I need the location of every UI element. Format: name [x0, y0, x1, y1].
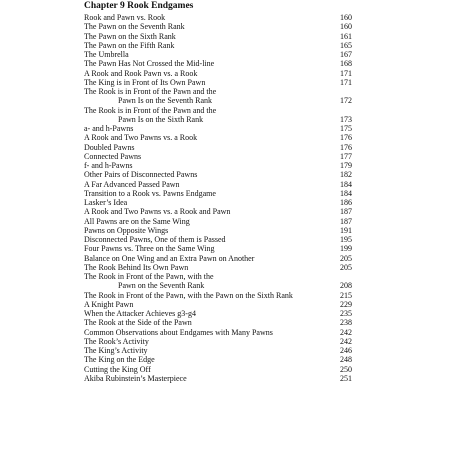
toc-entry-title: The Pawn Has Not Crossed the Mid-line [84, 59, 215, 69]
toc-entry [0, 180, 452, 189]
toc-entry-title: Common Observations about Endgames with Many Pawns [84, 327, 273, 337]
toc-entry-page-number: 160 [340, 22, 352, 32]
toc-entry-page-number: 161 [340, 31, 352, 41]
toc-entry [0, 152, 452, 161]
toc-entry-title: The Pawn on the Fifth Rank [84, 40, 175, 50]
toc-entry [0, 365, 452, 374]
toc-entry-title: Doubled Pawns [84, 142, 135, 152]
toc-entry-page-number: 246 [340, 346, 352, 355]
toc-entry-title: Pawn Is on the Sixth Rank [118, 114, 204, 124]
toc-entry-title: A Rook and Two Pawns vs. a Rook and Pawn [84, 207, 231, 217]
toc-entry [0, 254, 452, 263]
toc-entry [0, 226, 452, 235]
toc-entry [0, 59, 452, 68]
toc-entry-page-number: 173 [340, 114, 352, 124]
toc-entry-title: a- and h-Pawns [84, 124, 134, 133]
toc-entry-title: The Umbrella [84, 50, 129, 59]
toc-entry-page-number: 229 [340, 299, 352, 309]
toc-entry-title: Cutting the King Off [84, 364, 151, 374]
toc-entry-title: The Rook is in Front of the Pawn and the [84, 105, 217, 115]
toc-entry-page-number: 175 [340, 124, 352, 133]
chapter-title: Chapter 9 Rook Endgames [84, 1, 194, 11]
toc-entry-page-number: 179 [340, 161, 352, 170]
toc-entry [0, 87, 452, 96]
toc-entry [0, 244, 452, 253]
toc-entry-page-number: 215 [340, 290, 352, 300]
toc-entry-page-number: 165 [340, 40, 352, 50]
toc-entry [0, 217, 452, 226]
toc-entry [0, 300, 452, 309]
toc-entry-title: When the Attacker Achieves g3-g4 [84, 309, 196, 318]
toc-entry-page-number: 186 [340, 198, 352, 207]
toc-entry-page-number: 191 [340, 225, 352, 235]
toc-entry-page-number: 184 [340, 179, 352, 189]
toc-list [0, 13, 452, 383]
toc-entry [0, 124, 452, 133]
toc-entry-title: Disconnected Pawns, One of them is Passed [84, 235, 226, 244]
toc-entry [0, 346, 452, 355]
toc-entry [0, 143, 452, 152]
toc-entry [0, 272, 452, 281]
toc-entry-page-number: 187 [340, 207, 352, 217]
toc-entry-title: Pawns on Opposite Wings [84, 225, 169, 235]
toc-entry-page-number: 251 [340, 373, 352, 383]
toc-entry [0, 50, 452, 59]
toc-entry-title: Pawn on the Seventh Rank [118, 281, 205, 291]
toc-entry-page-number: 238 [340, 318, 352, 328]
toc-entry-title: A Rook and Two Pawns vs. a Rook [84, 133, 198, 143]
toc-entry [0, 13, 452, 22]
toc-entry [0, 374, 452, 383]
toc-entry-title: All Pawns are on the Same Wing [84, 216, 190, 226]
toc-entry [0, 355, 452, 364]
toc-entry-page-number: 205 [340, 262, 352, 272]
toc-entry-title: Connected Pawns [84, 151, 142, 161]
toc-entry-title: The King’s Activity [84, 346, 148, 355]
toc-entry-title: Lasker’s Idea [84, 198, 128, 207]
toc-entry-page-number: 199 [340, 244, 352, 254]
toc-entry-page-number: 208 [340, 281, 352, 291]
toc-entry-title: Transition to a Rook vs. Pawns Endgame [84, 188, 216, 198]
toc-entry [0, 96, 452, 105]
toc-entry-title: A Rook and Rook Pawn vs. a Rook [84, 68, 198, 78]
toc-entry-page-number: 195 [340, 235, 352, 244]
toc-entry-title: The Rook’s Activity [84, 336, 149, 346]
toc-entry [0, 106, 452, 115]
toc-entry-title: The Rook in Front of the Pawn, with the Pawn on the Sixth Rank [84, 290, 293, 300]
toc-entry [0, 309, 452, 318]
toc-entry [0, 235, 452, 244]
toc-entry [0, 291, 452, 300]
toc-entry [0, 263, 452, 272]
toc-entry-page-number: 168 [340, 59, 352, 69]
toc-entry-title: A Knight Pawn [84, 299, 134, 309]
toc-entry-title: The Pawn on the Seventh Rank [84, 22, 185, 32]
toc-entry [0, 189, 452, 198]
toc-entry-title: The Rook is in Front of the Pawn and the [84, 87, 217, 96]
toc-entry-title: f- and h-Pawns [84, 161, 133, 170]
toc-entry-page-number: 171 [340, 77, 352, 87]
toc-entry [0, 207, 452, 216]
toc-entry [0, 318, 452, 327]
toc-entry-page-number: 205 [340, 253, 352, 263]
toc-entry-title: A Far Advanced Passed Pawn [84, 179, 180, 189]
toc-entry-page-number: 187 [340, 216, 352, 226]
toc-entry-title: Rook and Pawn vs. Rook [84, 13, 166, 22]
toc-entry-page-number: 172 [340, 96, 352, 106]
toc-entry-title: The Rook Behind Its Own Pawn [84, 262, 189, 272]
toc-entry [0, 115, 452, 124]
toc-entry [0, 69, 452, 78]
toc-entry [0, 328, 452, 337]
toc-entry-title: Balance on One Wing and an Extra Pawn on Another [84, 253, 255, 263]
toc-entry [0, 281, 452, 290]
toc-entry [0, 78, 452, 87]
toc-entry-page-number: 176 [340, 133, 352, 143]
toc-entry-page-number: 176 [340, 142, 352, 152]
toc-entry-page-number: 160 [340, 13, 352, 22]
toc-entry-title: The Rook at the Side of the Pawn [84, 318, 192, 328]
toc-entry [0, 170, 452, 179]
toc-entry [0, 41, 452, 50]
toc-entry-page-number: 171 [340, 68, 352, 78]
toc-entry-title: Pawn Is on the Seventh Rank [118, 96, 212, 106]
toc-entry-page-number: 182 [340, 170, 352, 180]
toc-entry-page-number: 177 [340, 151, 352, 161]
toc-entry-page-number: 250 [340, 364, 352, 374]
toc-entry-title: Four Pawns vs. Three on the Same Wing [84, 244, 215, 254]
toc-entry-title: The Pawn on the Sixth Rank [84, 31, 176, 41]
toc-entry-page-number: 235 [340, 309, 352, 318]
toc-entry-page-number: 184 [340, 188, 352, 198]
toc-entry-page-number: 242 [340, 327, 352, 337]
toc-entry-title: The Rook in Front of the Pawn, with the [84, 272, 214, 281]
toc-entry [0, 337, 452, 346]
toc-entry-page-number: 242 [340, 336, 352, 346]
toc-entry [0, 32, 452, 41]
toc-entry-page-number: 248 [340, 355, 352, 365]
toc-entry-title: The King on the Edge [84, 355, 155, 365]
toc-entry [0, 161, 452, 170]
toc-entry [0, 198, 452, 207]
toc-entry-title: Akiba Rubinstein’s Masterpiece [84, 373, 187, 383]
toc-entry-title: The King is in Front of Its Own Pawn [84, 77, 206, 87]
toc-entry [0, 22, 452, 31]
toc-entry-title: Other Pairs of Disconnected Pawns [84, 170, 198, 180]
toc-entry [0, 133, 452, 142]
toc-entry-page-number: 167 [340, 50, 352, 59]
